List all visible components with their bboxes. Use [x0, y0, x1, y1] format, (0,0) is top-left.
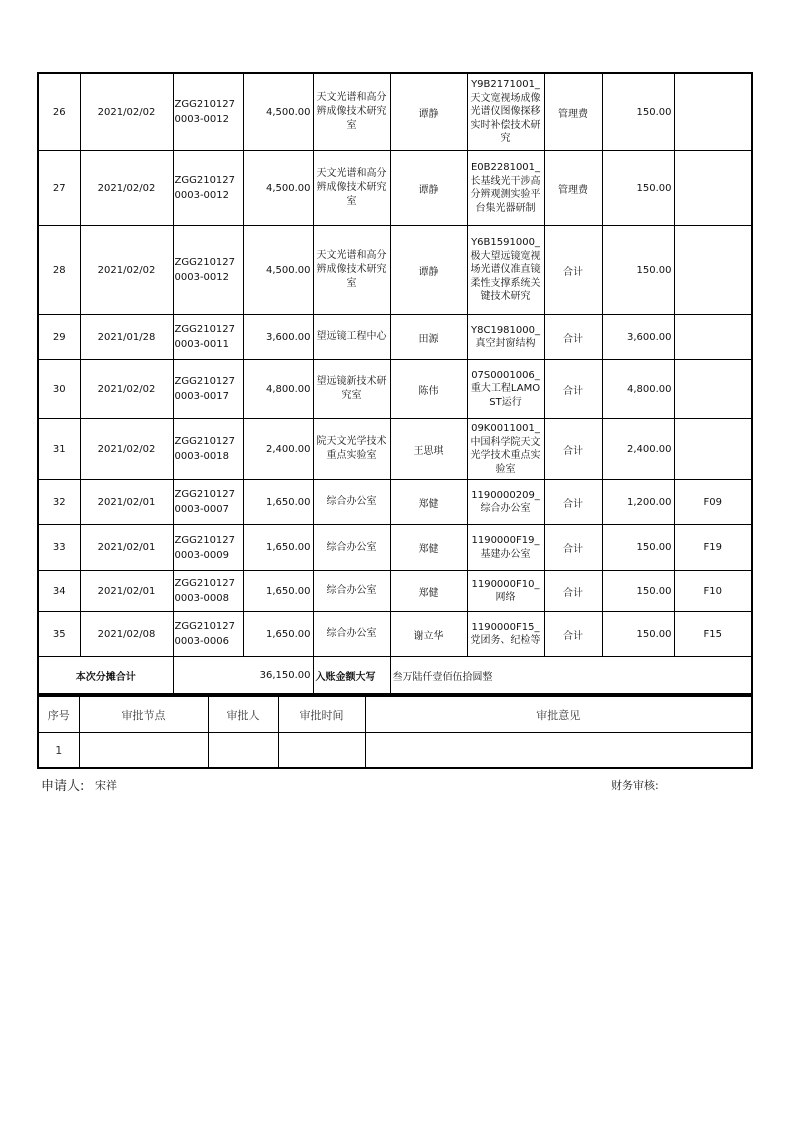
- date-cell: 2021/02/08: [80, 612, 173, 657]
- project-cell: Y6B1591000_极大望远镜宽视场光谱仪准直镜柔性支撑系统关键技术研究: [467, 226, 544, 315]
- finance-audit-label: 财务审核:: [611, 779, 659, 792]
- expense-type-cell: 合计: [544, 612, 602, 657]
- allocated-amount-cell: 150.00: [602, 226, 674, 315]
- allocated-amount-cell: 150.00: [602, 525, 674, 571]
- department-cell: 天文光谱和高分辨成像技术研究室: [313, 226, 390, 315]
- department-cell: 天文光谱和高分辨成像技术研究室: [313, 73, 390, 151]
- seq-cell: 32: [38, 480, 80, 525]
- date-cell: 2021/02/02: [80, 73, 173, 151]
- amount-cell: 2,400.00: [243, 419, 313, 480]
- person-cell: 谭静: [390, 73, 467, 151]
- person-cell: 郑健: [390, 571, 467, 612]
- note-cell: [674, 315, 752, 360]
- seq-cell: 34: [38, 571, 80, 612]
- department-cell: 综合办公室: [313, 571, 390, 612]
- allocated-amount-cell: 150.00: [602, 73, 674, 151]
- expense-type-cell: 合计: [544, 360, 602, 419]
- amount-cell: 4,800.00: [243, 360, 313, 419]
- table-row: [38, 315, 752, 360]
- voucher-code-cell: ZGG2101270003-0018: [173, 419, 243, 480]
- project-cell: Y9B2171001_天文宽视场成像光谱仪图像探移实时补偿技术研究: [467, 73, 544, 151]
- person-cell: 陈伟: [390, 360, 467, 419]
- seq-cell: 28: [38, 226, 80, 315]
- person-cell: 郑健: [390, 525, 467, 571]
- project-cell: 09K0011001_中国科学院天文光学技术重点实验室: [467, 419, 544, 480]
- date-cell: 2021/02/01: [80, 571, 173, 612]
- amount-cell: 4,500.00: [243, 151, 313, 226]
- note-cell: [674, 226, 752, 315]
- person-cell: 谭静: [390, 151, 467, 226]
- department-cell: 望远镜工程中心: [313, 315, 390, 360]
- table-row: [38, 73, 752, 151]
- voucher-code-cell: ZGG2101270003-0006: [173, 612, 243, 657]
- seq-cell: 35: [38, 612, 80, 657]
- expense-type-cell: 合计: [544, 480, 602, 525]
- amount-in-words-label: 入账金额大写: [313, 657, 390, 695]
- amount-cell: 4,500.00: [243, 73, 313, 151]
- expense-type-cell: 管理费: [544, 151, 602, 226]
- voucher-code-cell: ZGG2101270003-0012: [173, 73, 243, 151]
- allocated-amount-cell: 3,600.00: [602, 315, 674, 360]
- seq-cell: 31: [38, 419, 80, 480]
- note-cell: [674, 73, 752, 151]
- project-cell: 07S0001006_重大工程LAMOST运行: [467, 360, 544, 419]
- applicant-label: 申请人:: [41, 779, 85, 794]
- allocation-table: [37, 72, 753, 695]
- table-row: [38, 612, 752, 657]
- voucher-code-cell: ZGG2101270003-0012: [173, 151, 243, 226]
- voucher-code-cell: ZGG2101270003-0011: [173, 315, 243, 360]
- department-cell: 综合办公室: [313, 612, 390, 657]
- note-cell: F15: [674, 612, 752, 657]
- project-cell: 1190000F15_党团务、纪检等: [467, 612, 544, 657]
- voucher-code-cell: ZGG2101270003-0017: [173, 360, 243, 419]
- approval-approver: [208, 733, 278, 769]
- department-cell: 天文光谱和高分辨成像技术研究室: [313, 151, 390, 226]
- table-row: [38, 525, 752, 571]
- voucher-code-cell: ZGG2101270003-0009: [173, 525, 243, 571]
- expense-type-cell: 合计: [544, 226, 602, 315]
- note-cell: [674, 419, 752, 480]
- approval-header-opinion: 审批意见: [365, 696, 752, 733]
- person-cell: 田源: [390, 315, 467, 360]
- applicant-value: 宋祥: [95, 779, 117, 792]
- note-cell: F09: [674, 480, 752, 525]
- allocated-amount-cell: 150.00: [602, 151, 674, 226]
- expense-type-cell: 合计: [544, 419, 602, 480]
- allocated-amount-cell: 1,200.00: [602, 480, 674, 525]
- date-cell: 2021/02/01: [80, 525, 173, 571]
- allocated-amount-cell: 4,800.00: [602, 360, 674, 419]
- seq-cell: 27: [38, 151, 80, 226]
- table-row: [38, 419, 752, 480]
- approval-opinion: [365, 733, 752, 769]
- amount-cell: 1,650.00: [243, 571, 313, 612]
- seq-cell: 33: [38, 525, 80, 571]
- table-row: [38, 226, 752, 315]
- amount-cell: 1,650.00: [243, 525, 313, 571]
- amount-cell: 1,650.00: [243, 612, 313, 657]
- department-cell: 望远镜新技术研究室: [313, 360, 390, 419]
- amount-cell: 4,500.00: [243, 226, 313, 315]
- note-cell: F19: [674, 525, 752, 571]
- allocated-amount-cell: 2,400.00: [602, 419, 674, 480]
- project-cell: 1190000F19_基建办公室: [467, 525, 544, 571]
- note-cell: [674, 151, 752, 226]
- approval-header-seq: 序号: [38, 696, 79, 733]
- voucher-code-cell: ZGG2101270003-0008: [173, 571, 243, 612]
- project-cell: 1190000209_综合办公室: [467, 480, 544, 525]
- voucher-code-cell: ZGG2101270003-0007: [173, 480, 243, 525]
- total-amount: 36,150.00: [173, 657, 313, 695]
- department-cell: 综合办公室: [313, 480, 390, 525]
- expense-type-cell: 合计: [544, 525, 602, 571]
- department-cell: 综合办公室: [313, 525, 390, 571]
- amount-cell: 1,650.00: [243, 480, 313, 525]
- total-label: 本次分摊合计: [38, 657, 173, 695]
- department-cell: 院天文光学技术重点实验室: [313, 419, 390, 480]
- date-cell: 2021/02/02: [80, 360, 173, 419]
- date-cell: 2021/01/28: [80, 315, 173, 360]
- note-cell: [674, 360, 752, 419]
- person-cell: 王思琪: [390, 419, 467, 480]
- note-cell: F10: [674, 571, 752, 612]
- table-row: [38, 480, 752, 525]
- approval-header-time: 审批时间: [278, 696, 365, 733]
- person-cell: 谭静: [390, 226, 467, 315]
- date-cell: 2021/02/02: [80, 419, 173, 480]
- date-cell: 2021/02/02: [80, 151, 173, 226]
- amount-cell: 3,600.00: [243, 315, 313, 360]
- allocated-amount-cell: 150.00: [602, 571, 674, 612]
- approval-seq: 1: [38, 733, 79, 769]
- seq-cell: 29: [38, 315, 80, 360]
- approval-header-approver: 审批人: [208, 696, 278, 733]
- table-row: [38, 571, 752, 612]
- approval-header-row: [38, 696, 752, 733]
- approval-node: [79, 733, 208, 769]
- approval-row: [38, 733, 752, 769]
- amount-in-words-value: 叁万陆仟壹佰伍拾圆整: [390, 657, 752, 695]
- approval-header-node: 审批节点: [79, 696, 208, 733]
- expense-type-cell: 合计: [544, 315, 602, 360]
- table-row: [38, 151, 752, 226]
- seq-cell: 30: [38, 360, 80, 419]
- expense-type-cell: 管理费: [544, 73, 602, 151]
- date-cell: 2021/02/02: [80, 226, 173, 315]
- person-cell: 郑健: [390, 480, 467, 525]
- total-row: [38, 657, 752, 695]
- expense-type-cell: 合计: [544, 571, 602, 612]
- approval-time: [278, 733, 365, 769]
- allocated-amount-cell: 150.00: [602, 612, 674, 657]
- project-cell: E0B2281001_长基线光干涉高分辨观测实验平台集光器研制: [467, 151, 544, 226]
- project-cell: 1190000F10_网络: [467, 571, 544, 612]
- voucher-code-cell: ZGG2101270003-0012: [173, 226, 243, 315]
- table-row: [38, 360, 752, 419]
- approval-table: [37, 695, 753, 769]
- person-cell: 谢立华: [390, 612, 467, 657]
- date-cell: 2021/02/01: [80, 480, 173, 525]
- seq-cell: 26: [38, 73, 80, 151]
- project-cell: Y8C1981000_真空封窗结构: [467, 315, 544, 360]
